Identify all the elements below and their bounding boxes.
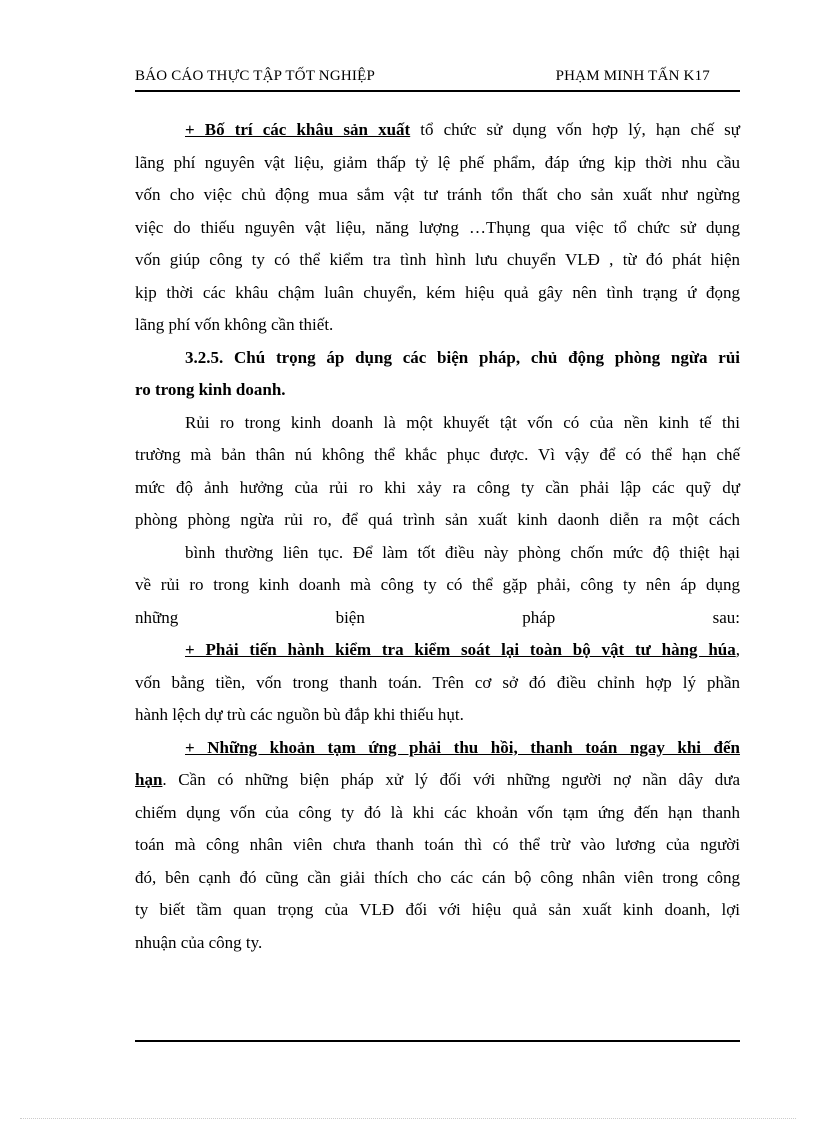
- paragraph-inventory-control: + Phải tiến hành kiểm tra kiểm soát lại toàn bộ vật tư hàng húa, vốn bằng tiền, vốn trong thanh toán. Trên cơ sở đó điều chỉnh hợp lý phần hành lệch dự trù các nguồn bù đắp khi thiếu hụt.: [135, 640, 740, 724]
- paragraph-risk: Rủi ro trong kinh doanh là một khuyết tật vốn có của nền kinh tế thi trường mà bản thân nú không thể khắc phục được. Vì vậy để có thể hạn chế mức độ ảnh hưởng của rủi ro khi xảy ra công ty cần phải lập các quỹ dự phòng phòng ngừa rủi ro, để quá trình sản xuất kinh daonh diễn ra một cách bình thường liên tục. Để làm tốt điều này phòng chốn mức độ thiệt hại về rủi ro trong kinh doanh mà công ty có thể gặp phải, công ty nên áp dụng những biện pháp sau:: [135, 412, 740, 627]
- paragraph-advances: + Những khoản tạm ứng phải thu hồi, thanh toán ngay khi đến hạn. Cần có những biện pháp xử lý đối với những người nợ nần dây dưa chiếm dụng vốn của công ty đó là khi các khoản vốn tạm ứng đến hạn thanh toán mà công nhân viên chưa thanh toán thì có thể trừ vào lương của người đó, bên cạnh đó cũng cần giải thích cho các cán bộ công nhân viên trong công ty biết tầm quan trọng của VLĐ đối với hiệu quả sản xuất kinh doanh, lợi nhuận của công ty.: [135, 737, 740, 952]
- emphasis-lead: + Những khoản tạm ứng phải thu hồi, thanh toán ngay khi đến: [185, 737, 740, 757]
- page-edge-divider: [20, 1118, 796, 1119]
- author-name: PHẠM MINH TẤN K17: [555, 68, 710, 84]
- emphasis-lead: + Phải tiến hành kiểm tra kiểm soát lại toàn bộ vật tư hàng húa: [185, 640, 736, 659]
- emphasis-lead-cont: hạn: [135, 770, 163, 789]
- section-heading: 3.2.5. Chú trọng áp dụng các biện pháp, chủ động phòng ngừa rủi ro trong kinh doanh.: [135, 347, 740, 399]
- document-body: [135, 114, 740, 959]
- footer-rule: [135, 1040, 740, 1042]
- emphasis-lead: + Bố trí các khâu sản xuất: [185, 120, 411, 139]
- page-header: [135, 66, 740, 92]
- paragraph-production-layout: + Bố trí các khâu sản xuất tổ chức sử dụng vốn hợp lý, hạn chế sự lãng phí nguyên vật liệu, giảm thấp tỷ lệ phế phẩm, đáp ứng kịp thời nhu cầu vốn cho việc chủ động mua sắm vật tư tránh tổn thất cho sản xuất như ngừng việc do thiếu nguyên vật liệu, năng lượng …Thụng qua việc tổ chức sử dụng vốn giúp công ty có thể kiểm tra tình hình lưu chuyển VLĐ , từ đó phát hiện kịp thời các khâu chậm luân chuyển, kém hiệu quả gây nên tình trạng ứ đọng lãng phí vốn không cần thiết.: [135, 120, 740, 334]
- report-title: BÁO CÁO THỰC TẬP TỐT NGHIỆP: [135, 68, 375, 84]
